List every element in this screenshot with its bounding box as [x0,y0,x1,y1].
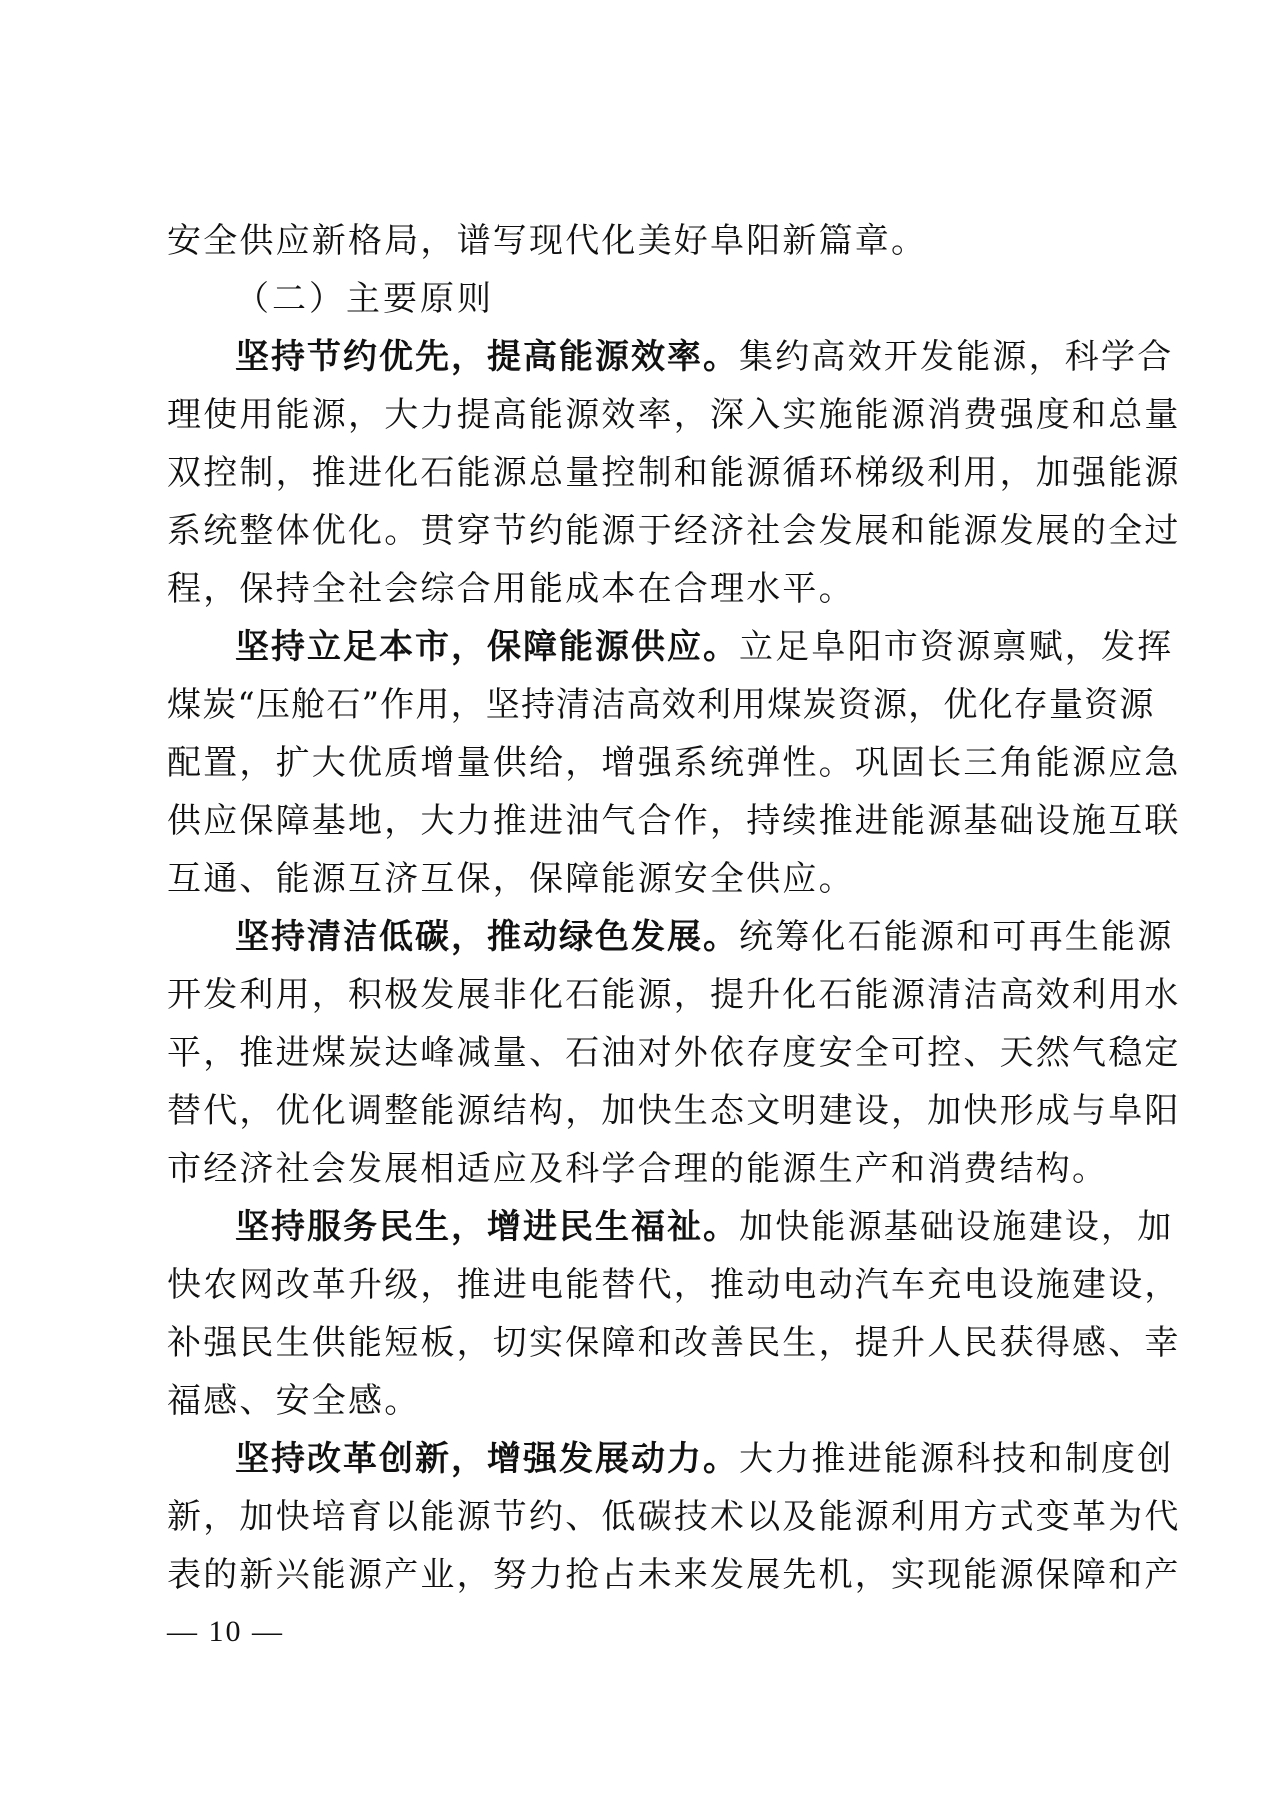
text-line: 安全供应新格局，谱写现代化美好阜阳新篇章。 [167,221,928,261]
text-span: 集约高效开发能源，科学合 [739,337,1174,377]
paragraph-first-line [167,908,1174,966]
text-line: 系统整体优化。贯穿节约能源于经济社会发展和能源发展的全过 [167,511,1181,551]
text-line: 表的新兴能源产业，努力抢占未来发展先机，实现能源保障和产 [167,1555,1181,1595]
principle-heading: 坚持清洁低碳，推动绿色发展。 [235,917,739,957]
text-line: 煤炭“压舱石”作用，坚持清洁高效利用煤炭资源，优化存量资源 [167,685,1155,725]
paragraph-first-line [167,328,1174,386]
text-span: 立足阜阳市资源禀赋，发挥 [739,627,1174,667]
text-line: 补强民生供能短板，切实保障和改善民生，提升人民获得感、幸 [167,1323,1181,1363]
principle-heading: 坚持改革创新，增强发展动力。 [235,1439,739,1479]
text-span: 统筹化石能源和可再生能源 [739,917,1174,957]
text-span: 大力推进能源科技和制度创 [739,1439,1174,1479]
document-body [167,212,1181,1604]
text-line: 理使用能源，大力提高能源效率，深入实施能源消费强度和总量 [167,395,1181,435]
paragraph-first-line [167,1198,1174,1256]
text-line: 供应保障基地，大力推进油气合作，持续推进能源基础设施互联 [167,801,1181,841]
text-line: 新，加快培育以能源节约、低碳技术以及能源利用方式变革为代 [167,1497,1181,1537]
text-line: 福感、安全感。 [167,1381,421,1421]
section-heading: （二）主要原则 [235,279,494,319]
text-line: 快农网改革升级，推进电能替代，推动电动汽车充电设施建设， [167,1265,1181,1305]
text-span: 加快能源基础设施建设，加 [739,1207,1174,1247]
text-line: 程，保持全社会综合用能成本在合理水平。 [167,569,855,609]
principle-heading: 坚持节约优先，提高能源效率。 [235,337,739,377]
paragraph-first-line [167,1430,1174,1488]
text-line: 市经济社会发展相适应及科学合理的能源生产和消费结构。 [167,1149,1109,1189]
text-line: 开发利用，积极发展非化石能源，提升化石能源清洁高效利用水 [167,975,1181,1015]
principle-heading: 坚持服务民生，增进民生福祉。 [235,1207,739,1247]
text-line: 互通、能源互济互保，保障能源安全供应。 [167,859,855,899]
principle-heading: 坚持立足本市，保障能源供应。 [235,627,739,667]
text-line: 配置，扩大优质增量供给，增强系统弹性。巩固长三角能源应急 [167,743,1181,783]
paragraph-first-line [167,618,1174,676]
page-number: — 10 — [167,1615,284,1648]
text-line: 双控制，推进化石能源总量控制和能源循环梯级利用，加强能源 [167,453,1181,493]
text-line: 替代，优化调整能源结构，加快生态文明建设，加快形成与阜阳 [167,1091,1181,1131]
text-line: 平，推进煤炭达峰减量、石油对外依存度安全可控、天然气稳定 [167,1033,1181,1073]
